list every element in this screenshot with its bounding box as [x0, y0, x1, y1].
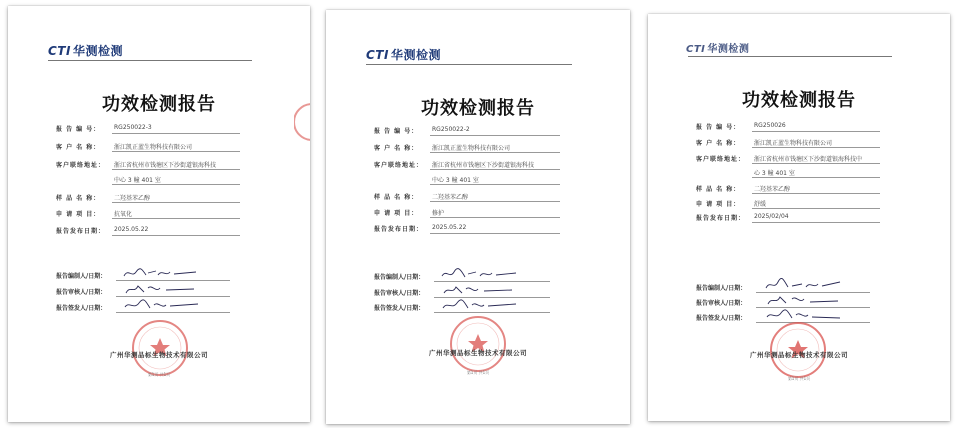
field-client-address-cont: 中心 3 幢 401 室 — [56, 173, 280, 185]
field-client-name: 客 户 名 称： 浙江凯正蓝生物科技有限公司 — [696, 136, 920, 148]
handwritten-signature — [762, 293, 842, 307]
report-page-1 — [8, 6, 310, 422]
official-seal-stamp — [130, 318, 190, 378]
report-title: 功效检测报告 — [742, 90, 856, 111]
field-test-item: 申 请 项 目： 舒缓 — [696, 197, 920, 209]
field-test-item: 申 请 项 目： 抗氧化 — [56, 207, 280, 219]
handwritten-signature — [762, 278, 842, 292]
field-sample-name: 样 品 名 称： 二羟基苯乙醇 — [56, 191, 280, 203]
field-report-number: 报 告 编 号： RG250022-3 — [56, 122, 280, 134]
field-issue-date: 报告发布日期： 2025.05.22 — [374, 222, 600, 234]
report-title: 功效检测报告 — [421, 98, 535, 119]
header-divider — [366, 64, 572, 65]
signature-issuer: 报告签发人/日期： — [696, 310, 920, 323]
page-number: 第1页 共1页 — [787, 376, 811, 381]
field-sample-name: 样 品 名 称： 二羟基苯乙醇 — [374, 190, 600, 202]
signature-compiler: 报告编制人/日期： — [56, 268, 280, 281]
handwritten-signature — [122, 282, 202, 296]
handwritten-signature — [440, 298, 520, 312]
handwritten-signature — [122, 266, 202, 280]
signature-issuer: 报告签发人/日期： — [56, 300, 280, 313]
signature-compiler: 报告编制人/日期： — [374, 269, 600, 282]
field-client-name: 客 户 名 称： 浙江凯正蓝生物科技有限公司 — [56, 140, 280, 152]
official-seal-stamp — [448, 314, 508, 374]
signature-reviewer: 报告审核人/日期： — [374, 285, 600, 298]
field-report-number: 报 告 编 号： RG250026 — [696, 120, 920, 132]
field-issue-date: 报告发布日期： 2025/02/04 — [696, 211, 920, 223]
issuing-company: 广州华测品标生物技术有限公司 — [750, 351, 848, 359]
cti-logo: CTI 华测检测 — [686, 44, 750, 55]
field-client-address: 客户联络地址： 浙江省杭州市钱塘区下沙街道银海科技 — [56, 158, 280, 170]
cti-logo: CTI 华测检测 — [48, 44, 123, 58]
field-client-address-cont: 中心 3 幢 401 室 — [374, 173, 600, 185]
cti-logo: CTI 华测检测 — [366, 48, 441, 62]
field-client-address-cont: 心 3 幢 401 室 — [696, 166, 920, 178]
issuing-company: 广州华测品标生物技术有限公司 — [429, 349, 527, 357]
signature-issuer: 报告签发人/日期： — [374, 300, 600, 313]
handwritten-signature — [440, 283, 520, 297]
page-number: 第1页 共1页 — [147, 372, 171, 377]
field-report-number: 报 告 编 号： RG250022-2 — [374, 124, 600, 136]
field-test-item: 申 请 项 目： 修护 — [374, 206, 600, 218]
issuing-company: 广州华测品标生物技术有限公司 — [110, 351, 208, 359]
report-title: 功效检测报告 — [102, 94, 216, 115]
handwritten-signature — [440, 267, 520, 281]
field-client-address: 客户联络地址： 浙江省杭州市钱塘区下沙街道银海科技中 — [696, 152, 920, 164]
field-client-address: 客户联络地址： 浙江省杭州市钱塘区下沙街道银海科技 — [374, 158, 600, 170]
signature-reviewer: 报告审核人/日期： — [56, 284, 280, 297]
signature-compiler: 报告编制人/日期： — [696, 280, 920, 293]
header-divider — [688, 56, 892, 57]
handwritten-signature — [122, 298, 202, 312]
edge-seal — [294, 102, 310, 142]
page-number: 第1页 共1页 — [466, 370, 490, 375]
header-divider — [48, 60, 252, 61]
field-client-name: 客 户 名 称： 浙江凯正蓝生物科技有限公司 — [374, 141, 600, 153]
field-issue-date: 报告发布日期： 2025.05.22 — [56, 224, 280, 236]
report-page-2 — [326, 10, 630, 424]
signature-reviewer: 报告审核人/日期： — [696, 295, 920, 308]
report-page-3 — [648, 14, 950, 421]
field-sample-name: 样 品 名 称： 二羟基苯乙醇 — [696, 182, 920, 194]
